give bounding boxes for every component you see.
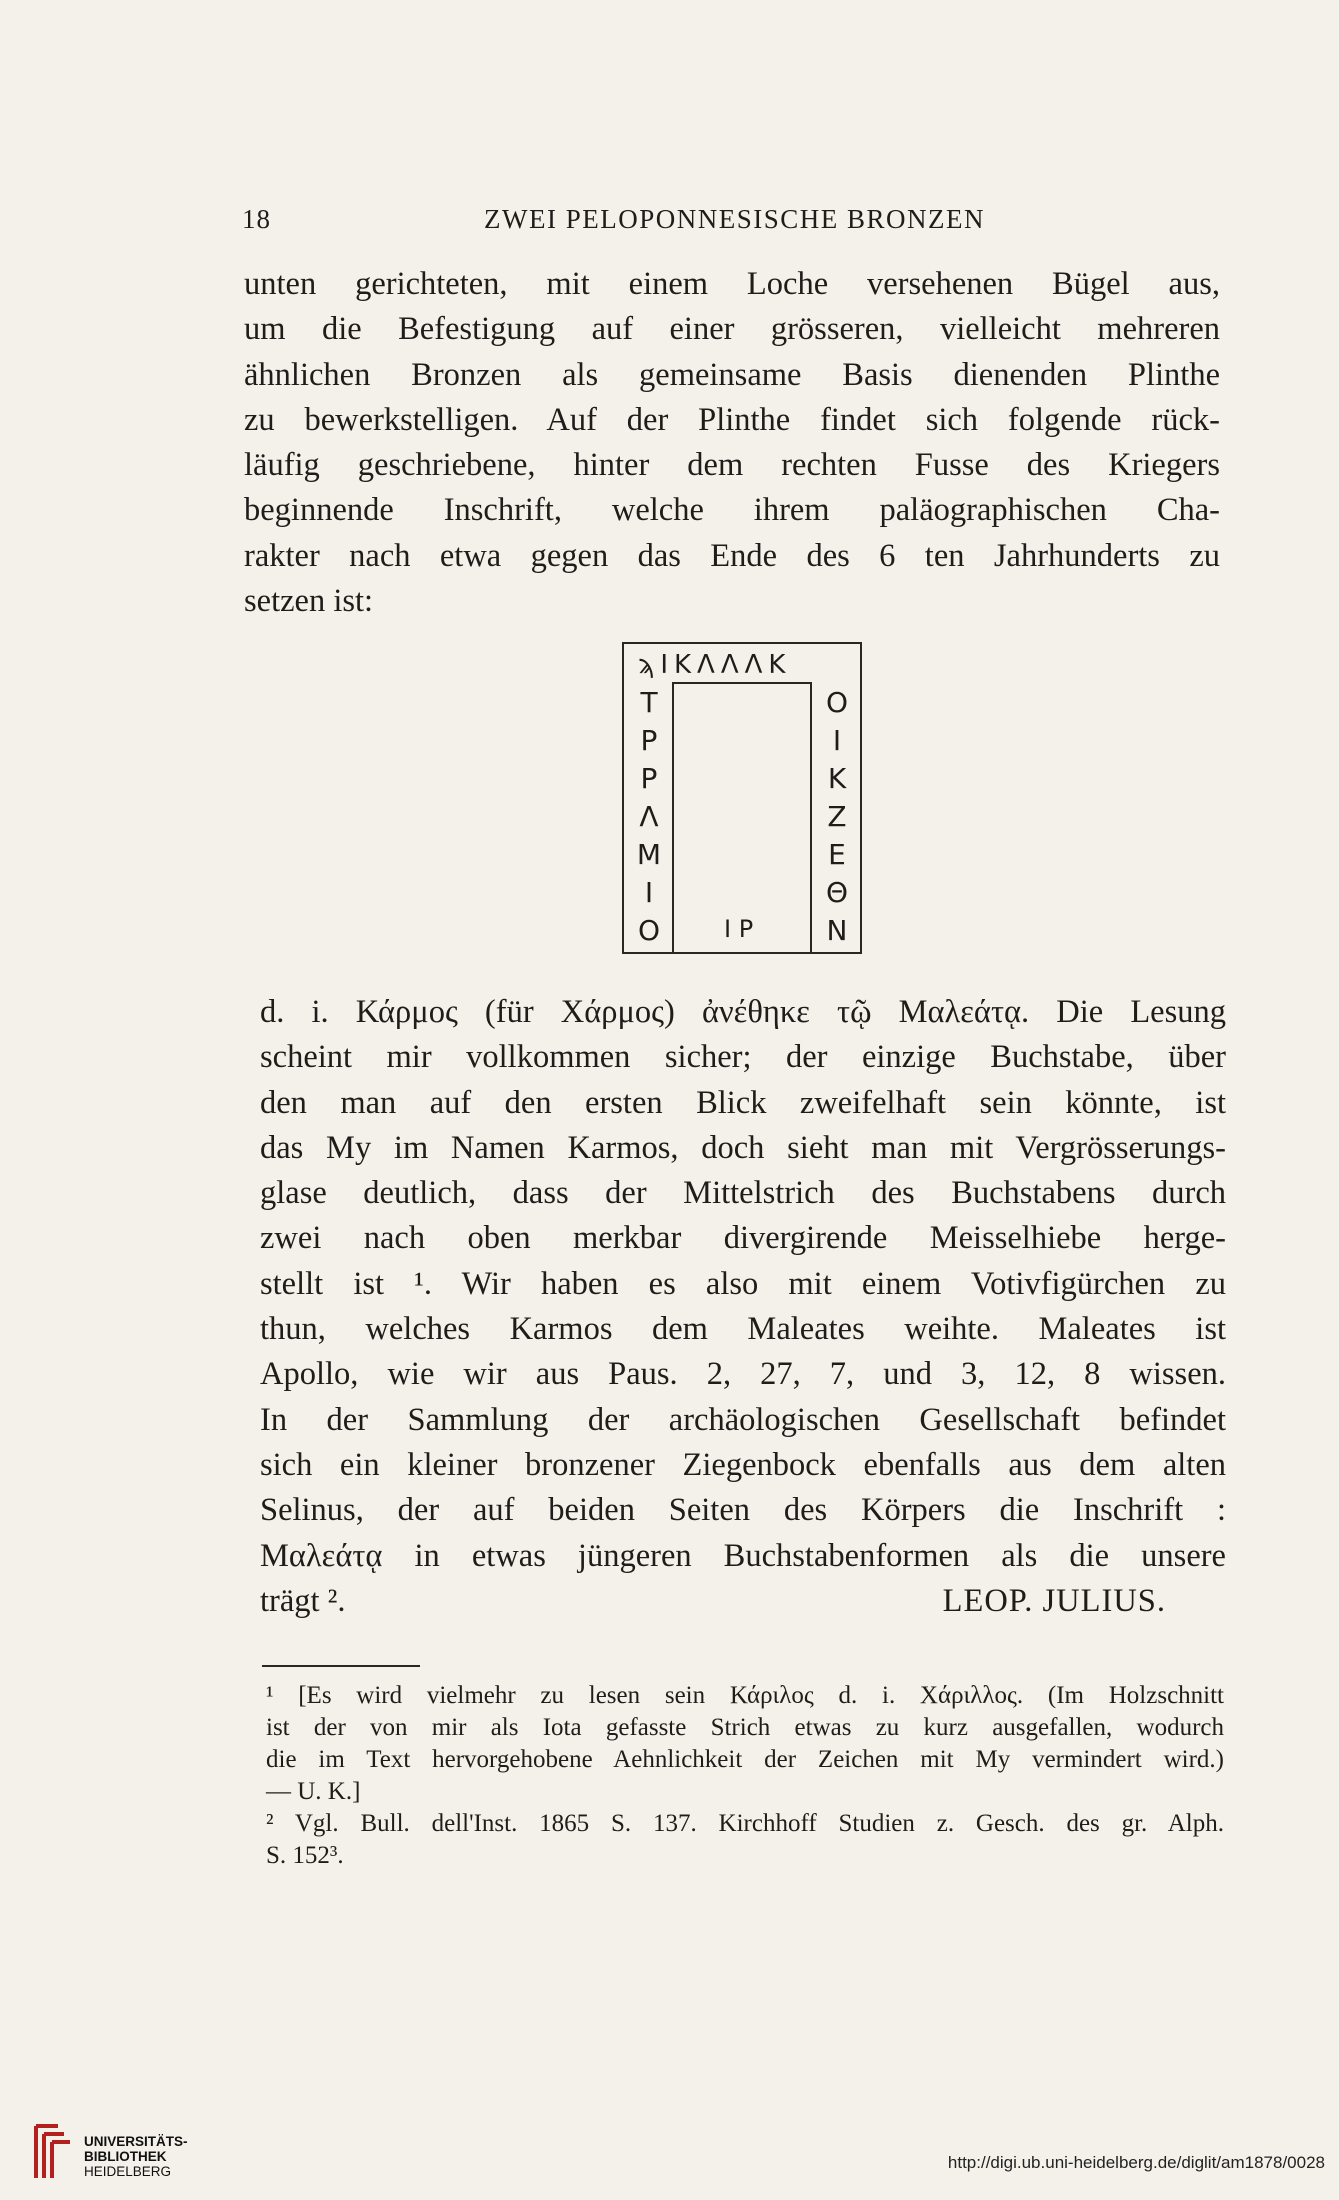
text-line: ähnlichen Bronzen als gemeinsame Basis dienenden Plinthe [244, 356, 1220, 393]
inscription-glyph: Λ [639, 800, 659, 833]
text-line: scheint mir vollkommen sicher; der einzige Buchstabe, über [260, 1039, 1226, 1076]
text-line: das My im Namen Karmos, doch sieht man mit Vergrösserungs- [260, 1129, 1226, 1166]
text-line: den man auf den ersten Blick zweifelhaft sein könnte, ist [260, 1084, 1226, 1121]
text-line: setzen ist: [244, 583, 374, 620]
text-line: Selinus, der auf beiden Seiten des Körpers die Inschrift : [260, 1492, 1226, 1529]
inscription-glyph: Ρ [640, 762, 658, 795]
footnote-line: — U. K.] [266, 1778, 361, 1805]
inscription-inner-frame [672, 682, 812, 952]
last-line-text: trägt ². [260, 1582, 346, 1619]
footnote-line: S. 152³. [266, 1842, 344, 1869]
inscription-glyph: Ε [828, 838, 846, 871]
inscription-bottom: Ι Ρ [724, 915, 754, 943]
library-logo[interactable] [28, 2120, 188, 2184]
inscription-glyph: Τ [640, 686, 658, 719]
text-line: unten gerichteten, mit einem Loche versehenen Bügel aus, [244, 266, 1220, 302]
text-line: glase deutlich, dass der Mittelstrich des Buchstabens durch [260, 1175, 1226, 1212]
inscription-left-column [634, 688, 664, 954]
inscription-glyph: Ζ [827, 800, 847, 833]
footnotes [266, 1680, 1224, 1872]
text-line: stellt ist ¹. Wir haben es also mit einem Votivfigürchen zu [260, 1265, 1226, 1302]
text-line: sich ein kleiner bronzener Ziegenbock ebenfalls aus dem alten [260, 1446, 1226, 1483]
footnote-rule [262, 1665, 420, 1667]
text-line: Μαλεάτᾳ in etwas jüngeren Buchstabenformen als die unsere [260, 1537, 1226, 1574]
text-line [260, 1579, 1226, 1624]
text-line: um die Befestigung auf einer grösseren, vielleicht mehreren [244, 311, 1220, 348]
text-line: In der Sammlung der archäologischen Gesellschaft befindet [260, 1401, 1226, 1438]
library-logo-icon [28, 2120, 82, 2184]
paragraph-2 [260, 990, 1226, 1624]
source-url-link[interactable]: http://digi.ub.uni-heidelberg.de/diglit/am1878/0028 [947, 2153, 1325, 2172]
paragraph-1 [244, 262, 1220, 624]
footnote-line: ² Vgl. Bull. dell'Inst. 1865 S. 137. Kirchhoff Studien z. Gesch. des gr. Alph. [266, 1810, 1224, 1837]
inscription-top-row: ϡΙΚΛΛΛΚ [638, 650, 792, 680]
inscription-glyph: Ο [637, 914, 661, 947]
library-logo-text: UNIVERSITÄTS- BIBLIOTHEK HEIDELBERG [84, 2134, 188, 2179]
text-line: Apollo, wie wir aus Paus. 2, 27, 7, und 3, 12, 8 wissen. [260, 1356, 1226, 1393]
text-line: zu bewerkstelligen. Auf der Plinthe findet sich folgende rück- [244, 401, 1220, 438]
text-line: rakter nach etwa gegen das Ende des 6 ten Jahrhunderts zu [244, 537, 1220, 574]
inscription-glyph: Μ [636, 838, 662, 871]
author-signature: LEOP. JULIUS. [942, 1582, 1166, 1619]
inscription-glyph: Ι [832, 724, 842, 757]
page-number: 18 [242, 204, 271, 234]
text-line: läufig geschriebene, hinter dem rechten Fusse des Kriegers [244, 447, 1220, 484]
footnote-line: ist der von mir als Iota gefasste Strich etwas zu kurz ausgefallen, wodurch [266, 1714, 1224, 1741]
running-head: ZWEI PELOPONNESISCHE BRONZEN [484, 204, 985, 234]
text-line: zwei nach oben merkbar divergirende Meisselhiebe herge- [260, 1220, 1226, 1257]
text-line: d. i. Κάρμος (für Χάρμος) ἀνέθηκε τῷ Μαλεάτᾳ. Die Lesung [260, 994, 1226, 1030]
inscription-glyph: Ι [644, 876, 654, 909]
footnote-line: ¹ [Es wird vielmehr zu lesen sein Κάριλος d. i. Χάριλλος. (Im Holzschnitt [266, 1682, 1224, 1709]
text-line: thun, welches Karmos dem Maleates weihte. Maleates ist [260, 1311, 1226, 1348]
footnote-line: die im Text hervorgehobene Aehnlichkeit der Zeichen mit My vermindert wird.) [266, 1746, 1224, 1773]
inscription-glyph: Ο [825, 686, 849, 719]
inscription-right-column [822, 688, 852, 954]
inscription-glyph: Θ [825, 876, 849, 909]
inscription-figure [622, 642, 862, 954]
inscription-glyph: Κ [827, 762, 847, 795]
text-line: beginnende Inschrift, welche ihrem paläographischen Cha- [244, 492, 1220, 529]
inscription-glyph: Ρ [640, 724, 658, 757]
inscription-glyph: Ν [826, 914, 848, 947]
